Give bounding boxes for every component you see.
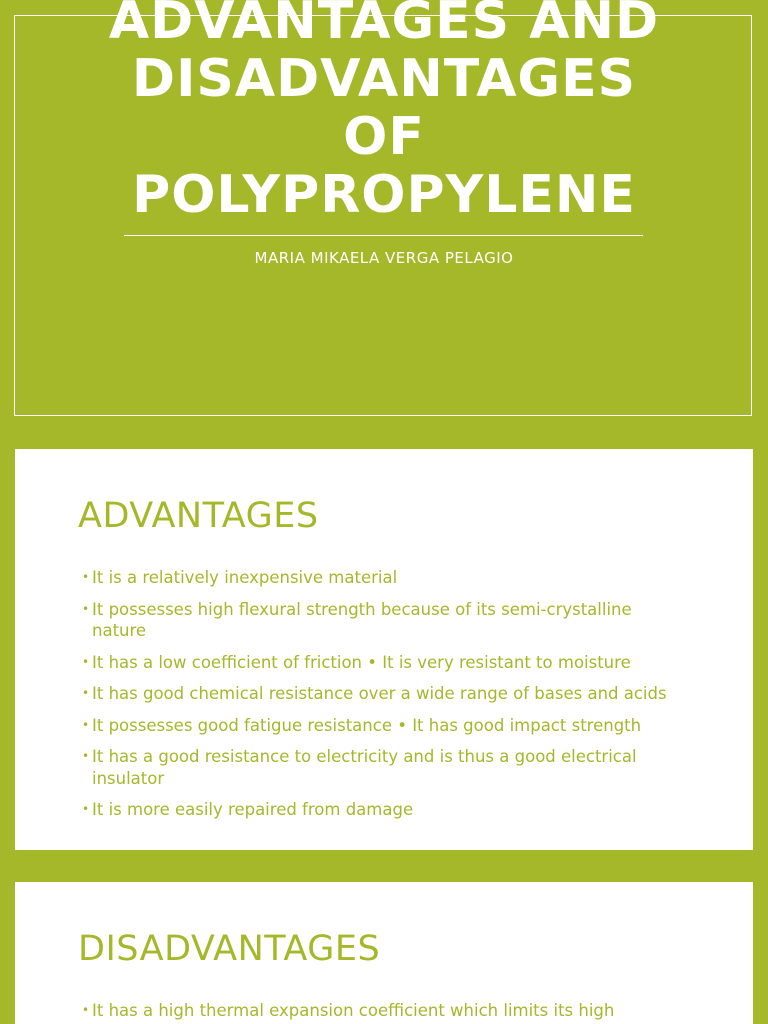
list-item: • It has a high thermal expansion coefficient which limits its high bbox=[82, 1000, 682, 1022]
author-name: MARIA MIKAELA VERGA PELAGIO bbox=[254, 249, 514, 267]
presentation-title bbox=[0, 0, 768, 224]
disadvantages-slide bbox=[15, 882, 753, 1024]
list-item: • It is a relatively inexpensive material bbox=[82, 567, 682, 589]
title-slide bbox=[0, 0, 768, 432]
title-line-2: DISADVANTAGES bbox=[131, 49, 637, 109]
list-item: • It has a low coefficient of friction • It is very resistant to moisture bbox=[82, 652, 682, 674]
list-item: • It possesses high flexural strength because of its semi-crystalline nature bbox=[82, 599, 682, 642]
title-line-1: ADVANTAGES AND bbox=[108, 0, 660, 51]
list-item: • It is more easily repaired from damage bbox=[82, 799, 682, 821]
title-line-3: OF bbox=[343, 107, 425, 167]
advantages-heading: ADVANTAGES bbox=[78, 496, 319, 536]
advantages-list bbox=[82, 567, 682, 831]
advantages-slide bbox=[15, 449, 753, 850]
title-divider bbox=[124, 235, 643, 236]
disadvantages-list bbox=[82, 1000, 682, 1024]
list-item: • It has a good resistance to electricity and is thus a good electrical insulator bbox=[82, 746, 682, 789]
title-line-4: POLYPROPYLENE bbox=[132, 165, 636, 225]
disadvantages-heading: DISADVANTAGES bbox=[78, 929, 381, 969]
list-item: • It possesses good fatigue resistance • It has good impact strength bbox=[82, 715, 682, 737]
list-item: • It has good chemical resistance over a wide range of bases and acids bbox=[82, 683, 682, 705]
